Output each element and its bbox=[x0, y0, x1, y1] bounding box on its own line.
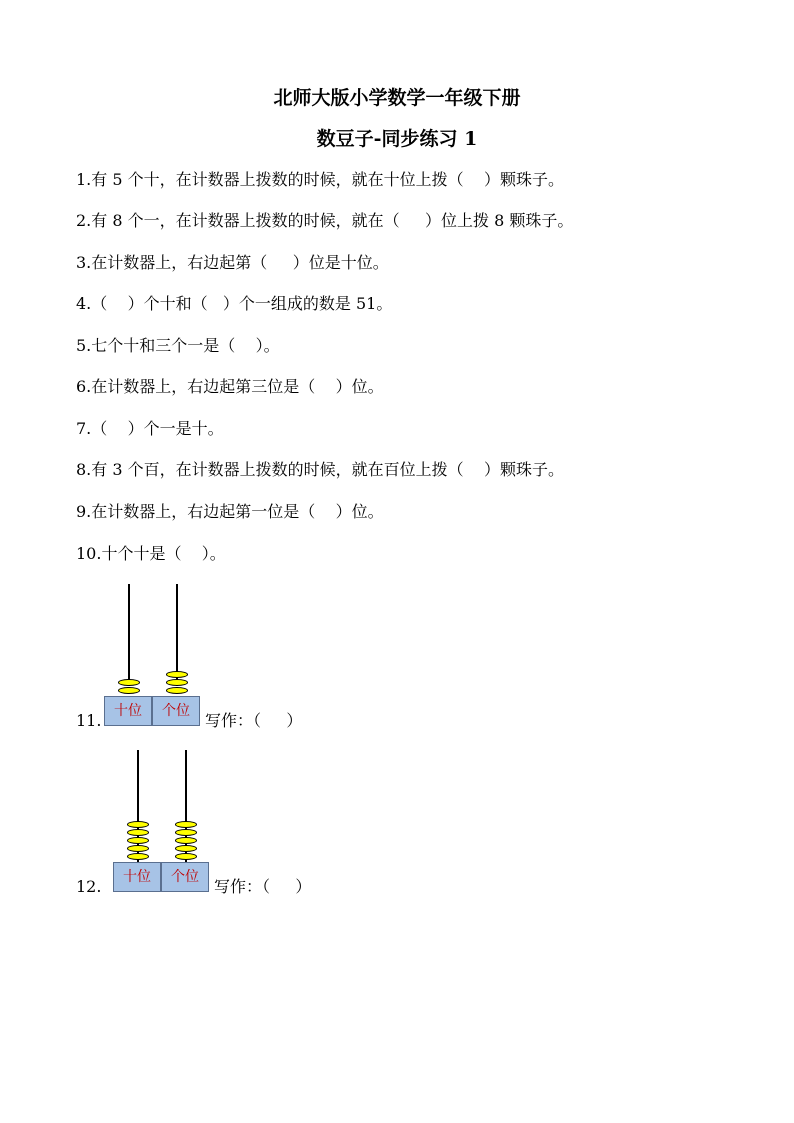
tens-bead bbox=[118, 687, 140, 694]
tens-bead bbox=[127, 845, 149, 852]
question-11-number: 11. bbox=[76, 711, 102, 730]
ones-place-box: 个位 bbox=[152, 696, 200, 726]
question-8: 8.有 3 个百，在计数器上拨数的时候，就在百位上拨（ ）颗珠子。 bbox=[76, 460, 564, 479]
tens-place-box: 十位 bbox=[104, 696, 152, 726]
ones-bead bbox=[166, 679, 188, 686]
question-4: 4.（ ）个十和（ ）个一组成的数是 51。 bbox=[76, 294, 393, 313]
ones-bead bbox=[166, 687, 188, 694]
question-5: 5.七个十和三个一是（ ）。 bbox=[76, 336, 280, 355]
ones-bead bbox=[175, 845, 197, 852]
tens-bead bbox=[127, 821, 149, 828]
tens-bead bbox=[127, 853, 149, 860]
question-9: 9.在计数器上，右边起第一位是（ ）位。 bbox=[76, 502, 384, 521]
question-6: 6.在计数器上，右边起第三位是（ ）位。 bbox=[76, 377, 384, 396]
ones-bead bbox=[175, 853, 197, 860]
question-12-answer: 写作：（ ） bbox=[214, 877, 312, 896]
document-subtitle: 数豆子-同步练习 1 bbox=[316, 128, 478, 150]
tens-place-box: 十位 bbox=[113, 862, 161, 892]
question-10: 10.十个十是（ ）。 bbox=[76, 544, 226, 563]
ones-bead bbox=[175, 829, 197, 836]
question-2: 2.有 8 个一，在计数器上拨数的时候，就在（ ）位上拨 8 颗珠子。 bbox=[76, 211, 574, 230]
tens-rod bbox=[128, 584, 130, 686]
tens-bead bbox=[118, 679, 140, 686]
question-12-number: 12. bbox=[76, 877, 102, 896]
tens-bead bbox=[127, 837, 149, 844]
question-7: 7.（ ）个一是十。 bbox=[76, 419, 224, 438]
abacus-12 bbox=[113, 750, 213, 895]
question-3: 3.在计数器上，右边起第（ ）位是十位。 bbox=[76, 253, 389, 272]
question-1: 1.有 5 个十，在计数器上拨数的时候，就在十位上拨（ ）颗珠子。 bbox=[76, 170, 564, 189]
question-11-answer: 写作：（ ） bbox=[205, 711, 303, 730]
ones-bead bbox=[175, 837, 197, 844]
tens-bead bbox=[127, 829, 149, 836]
document-title: 北师大版小学数学一年级下册 bbox=[273, 87, 521, 109]
ones-bead bbox=[166, 671, 188, 678]
ones-bead bbox=[175, 821, 197, 828]
abacus-11 bbox=[104, 584, 204, 729]
ones-place-box: 个位 bbox=[161, 862, 209, 892]
